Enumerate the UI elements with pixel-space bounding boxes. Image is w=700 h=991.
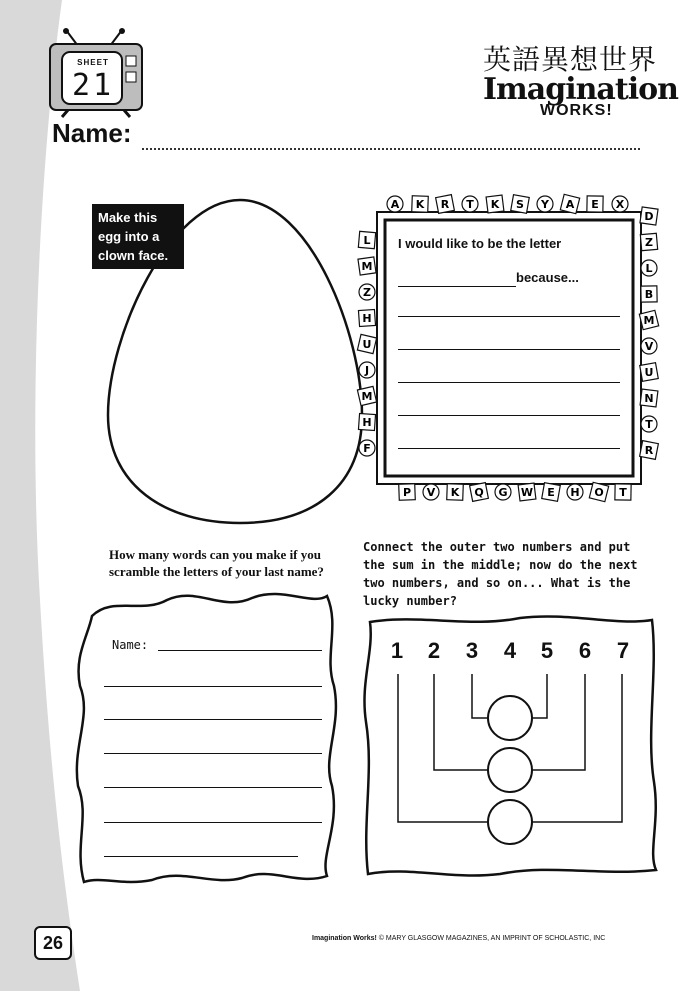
letter-tile-text: E — [547, 486, 555, 499]
letter-tile-text: F — [363, 442, 371, 455]
lucky-number-3: 3 — [465, 638, 479, 663]
sum-circle-3 — [488, 800, 532, 844]
letter-tile-text: H — [362, 312, 372, 325]
letter-tile-text: H — [362, 416, 372, 429]
logo-imagination: Imagination — [483, 72, 678, 107]
lucky-number-5: 5 — [540, 638, 554, 663]
name-write-line[interactable] — [142, 148, 640, 150]
logo-chinese-title: 英語異想世界 — [483, 43, 658, 76]
name-label: Name: — [52, 118, 132, 148]
letter-tile-text: Q — [474, 486, 484, 499]
scramble-name-line[interactable] — [158, 650, 322, 651]
reason-line[interactable] — [398, 316, 620, 317]
letter-tile-text: K — [415, 198, 425, 211]
lucky-number-1: 1 — [390, 638, 404, 663]
because-label: because... — [516, 270, 579, 285]
lucky-number-7: 7 — [616, 638, 630, 663]
egg-instruction: Make this egg into a clown face. — [92, 204, 184, 269]
sum-circle-1 — [488, 696, 532, 740]
letter-prompt: I would like to be the letter — [398, 236, 562, 251]
letter-tile-text: K — [450, 486, 460, 499]
letter-tile-text: G — [498, 486, 508, 499]
letter-tile-text: L — [363, 234, 371, 247]
scramble-cloud-box — [72, 586, 342, 886]
letter-tile-text: O — [594, 486, 604, 499]
letter-tile-text: N — [644, 392, 654, 405]
letter-tile-text: V — [426, 486, 436, 499]
logo-works: WORKS! — [540, 102, 613, 119]
letter-tile-text: T — [619, 486, 627, 499]
letter-tile-text: H — [570, 486, 580, 499]
letter-tile-text: U — [362, 338, 372, 351]
word-line[interactable] — [104, 856, 298, 857]
word-line[interactable] — [104, 686, 322, 687]
letter-tile-text: B — [644, 288, 654, 301]
letter-tile-text: M — [643, 314, 655, 327]
letter-tile-text: T — [466, 198, 474, 211]
word-line[interactable] — [104, 787, 322, 788]
word-line[interactable] — [104, 719, 322, 720]
sheet-label: SHEET — [77, 58, 109, 67]
letter-tile-text: S — [516, 198, 524, 211]
letter-tile-text: X — [615, 198, 625, 211]
letter-tile-text: D — [644, 210, 654, 223]
letter-tile-text: P — [402, 486, 412, 499]
reason-line[interactable] — [398, 448, 620, 449]
letter-tile-text: M — [361, 260, 373, 273]
letter-answer-line[interactable] — [398, 286, 516, 287]
footer-credit — [312, 935, 605, 942]
letter-tile-text: E — [591, 198, 599, 211]
lucky-question: Connect the outer two numbers and put the sum in the middle; now do the next two numbers, and so on... What is the lucky number? — [363, 540, 638, 608]
letter-tile-text: T — [645, 418, 653, 431]
footer-copyright: © MARY GLASGOW MAGAZINES, AN IMPRINT OF SCHOLASTIC, INC — [378, 935, 606, 942]
letter-tile-text: V — [644, 340, 654, 353]
letter-tile-text: Y — [541, 198, 549, 211]
letter-tile-text: W — [520, 486, 534, 499]
letter-tile-text: R — [440, 198, 450, 211]
lucky-number-6: 6 — [578, 638, 592, 663]
scramble-name-label: Name: — [112, 638, 149, 652]
reason-line[interactable] — [398, 382, 620, 383]
reason-line[interactable] — [398, 349, 620, 350]
letter-tile-text: A — [390, 198, 400, 211]
letter-tile-text: J — [364, 364, 370, 377]
letter-tile-text: A — [565, 198, 575, 211]
letter-tile-text: U — [644, 366, 654, 379]
letter-tile-text: R — [644, 444, 654, 457]
letter-tile-text: Z — [363, 286, 371, 299]
letter-tile-text: M — [361, 390, 373, 403]
lucky-number-4: 4 — [503, 638, 517, 663]
scramble-question: How many words can you make if you scramble the letters of your last name? — [109, 547, 324, 579]
lucky-number-2: 2 — [427, 638, 441, 663]
letter-tile-text: K — [490, 198, 500, 211]
word-line[interactable] — [104, 822, 322, 823]
sheet-number: 21 — [71, 68, 115, 103]
sum-circle-2 — [488, 748, 532, 792]
reason-line[interactable] — [398, 415, 620, 416]
word-line[interactable] — [104, 753, 322, 754]
letter-tile-text: Z — [645, 236, 653, 249]
page-number: 26 — [34, 926, 72, 960]
footer-brand: Imagination Works! — [312, 935, 377, 942]
letter-tile-text: L — [645, 262, 653, 275]
